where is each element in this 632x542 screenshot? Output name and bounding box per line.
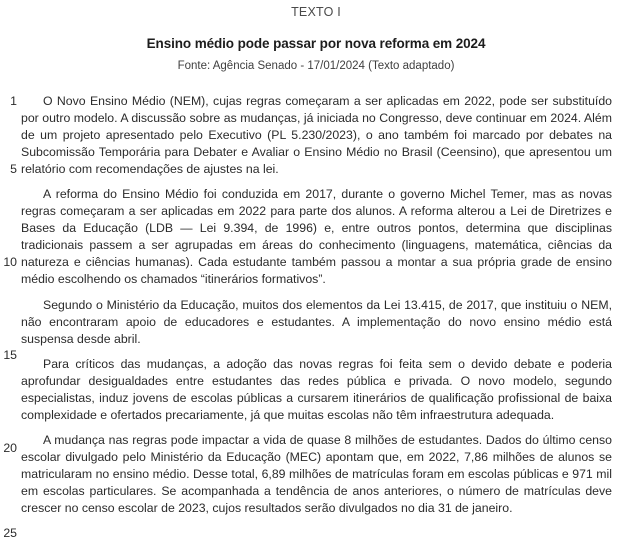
texto-label: TEXTO I — [291, 5, 341, 19]
paragraph: A reforma do Ensino Médio foi conduzida em 2017, durante o governo Michel Temer, mas as novas regras começaram a ser aplicadas em 2022 para parte dos alunos. A reforma alterou a Lei de Diretrizes e Bases da Educação (LDB — Lei 9.394, de 1996) e, entre outros pontos, determina que disciplinas tradicionais passem a ser agrupadas em áreas do conhecimento (linguagens, matemática, ciências da natureza e ciências humanas). Cada estudante também passou a montar a sua própria grade de ensino médio escolhendo os chamados “itinerários formativos”. — [21, 187, 612, 287]
line-number: 15 — [3, 348, 17, 363]
paragraph: A mudança nas regras pode impactar a vida de quase 8 milhões de estudantes. Dados do último censo escolar divulgado pelo Ministério da Educação (MEC) apontam que, em 2022, 7,86 milhões de alunos se matricularam no ensino médio. Desse total, 6,89 milhões de matrículas foram em escolas públicas e 971 mil em escolas particulares. Se acompanhada a tendência de anos anteriores, o número de matrículas deve crescer no censo escolar de 2023, cujos resultados serão divulgados no dia 31 de janeiro. — [21, 432, 612, 516]
line-number: 1 — [10, 94, 17, 108]
paragraph: Segundo o Ministério da Educação, muitos dos elementos da Lei 13.415, de 2017, que instituiu o NEM, não encontraram apoio de educadores e estudantes. A implementação do novo ensino médio está suspensa desde abril. — [21, 297, 612, 346]
line-number: 5 — [10, 162, 17, 177]
document-text-body — [0, 93, 632, 540]
page-title: Ensino médio pode passar por nova reforma em 2024 — [146, 36, 486, 51]
paragraph: O Novo Ensino Médio (NEM), cujas regras começaram a ser aplicadas em 2022, pode ser substituído por outro modelo. A discussão sobre as mudanças, já iniciada no Congresso, deve continuar em 2024. Além de um projeto apresentado pelo Executivo (PL 5.230/2023), o ano também foi marcado por debates na Subcomissão Temporária para Debater e Avaliar o Ensino Médio no Brasil (Ceensino), que apresentou um relatório com recomendações de ajustes na lei. — [21, 94, 612, 177]
line-number: 20 — [3, 441, 17, 456]
document-header — [0, 0, 632, 74]
document-source: Fonte: Agência Senado - 17/01/2024 (Texto adaptado) — [177, 60, 455, 72]
paragraph: Para críticos das mudanças, a adoção das novas regras foi feita sem o devido debate e poderia aprofundar desigualdades entre estudantes das redes pública e privada. O novo modelo, segundo especialistas, induz jovens de escolas públicas a cursarem itinerários de qualificação profissional de baixa complexidade e ofertados precariamente, já que muitas escolas não têm infraestrutura adequada. — [21, 356, 612, 422]
line-number: 10 — [3, 255, 17, 270]
line-number: 25 — [3, 526, 17, 540]
